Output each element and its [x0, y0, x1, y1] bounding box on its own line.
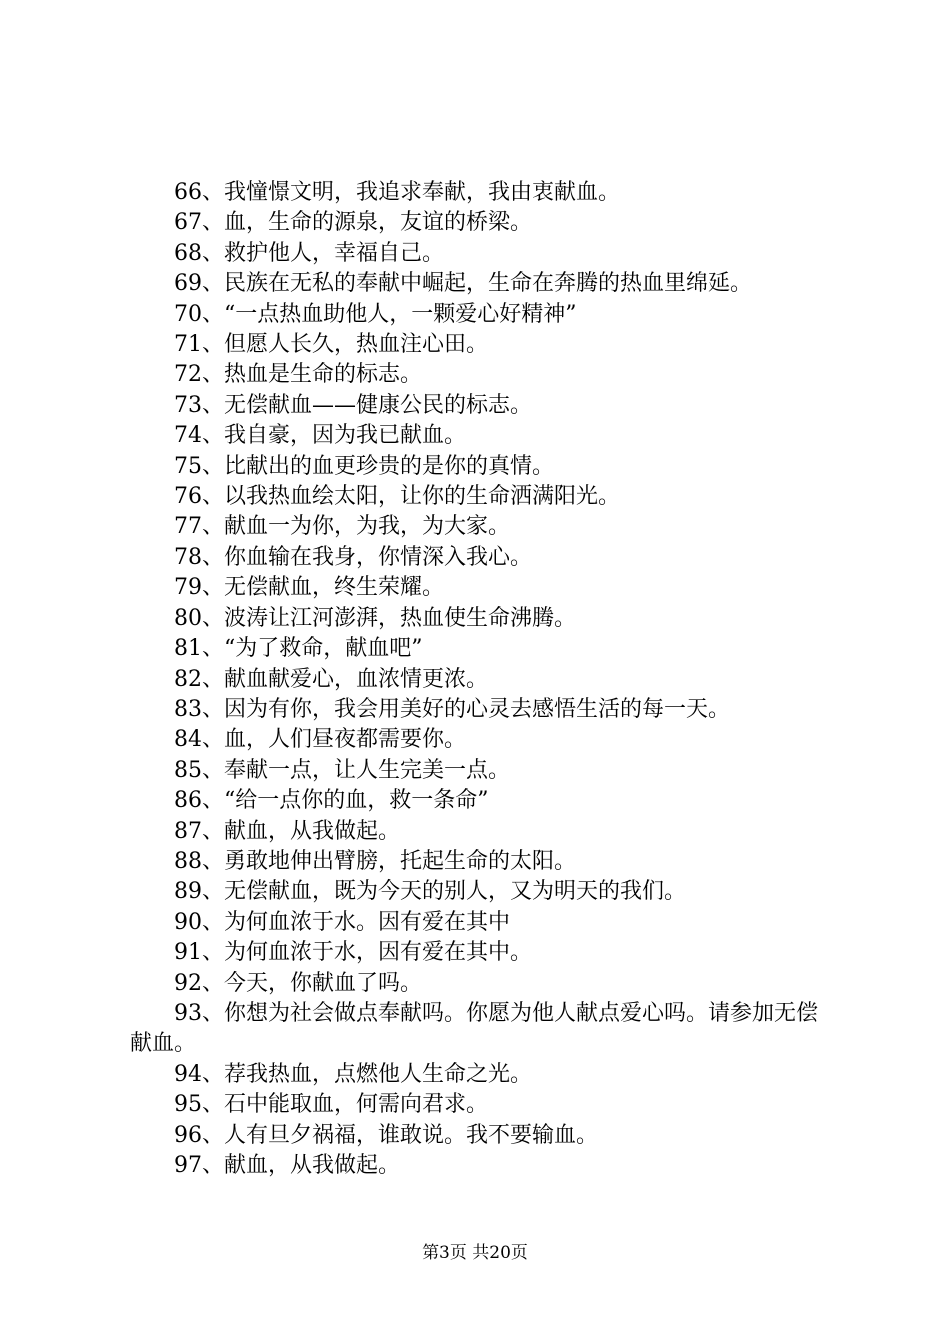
slogan-line-82: 82、献血献爱心，血浓情更浓。 [174, 666, 488, 692]
slogan-line-88: 88、勇敢地伸出臂膀，托起生命的太阳。 [174, 848, 576, 874]
slogan-line-73: 73、无偿献血——健康公民的标志。 [174, 392, 532, 418]
slogan-list [130, 178, 830, 1181]
slogan-line-80: 80、波涛让江河澎湃，热血使生命沸腾。 [174, 605, 576, 631]
slogan-line-97: 97、献血，从我做起。 [174, 1153, 400, 1178]
page-footer: 第3页 共20页 [422, 1243, 528, 1263]
slogan-line-94: 94、荐我热血，点燃他人生命之光。 [174, 1061, 532, 1087]
slogan-line-84: 84、血，人们昼夜都需要你。 [174, 727, 466, 753]
slogan-line-68: 68、救护他人，幸福自己。 [174, 240, 444, 266]
slogan-line-70: 70、“一点热血助他人，一颗爱心好精神” [174, 301, 577, 327]
slogan-line-92: 92、今天，你献血了吗。 [174, 970, 422, 996]
slogan-line-72: 72、热血是生命的标志。 [174, 362, 422, 388]
slogan-line-86: 86、“给一点你的血，救一条命” [174, 788, 489, 814]
slogan-line-95: 95、石中能取血，何需向君求。 [174, 1092, 488, 1118]
slogan-line-71: 71、但愿人长久，热血注心田。 [174, 332, 488, 358]
slogan-line-76: 76、以我热血绘太阳，让你的生命洒满阳光。 [174, 484, 620, 510]
slogan-line-91: 91、为何血浓于水，因有爱在其中。 [174, 940, 532, 966]
slogan-line-79: 79、无偿献血，终生荣耀。 [174, 575, 444, 601]
slogan-line-87: 87、献血，从我做起。 [174, 818, 400, 844]
slogan-line-66: 66、我憧憬文明，我追求奉献，我由衷献血。 [174, 180, 620, 205]
slogan-line-77: 77、献血一为你，为我，为大家。 [174, 514, 510, 540]
slogan-line-78: 78、你血输在我身，你情深入我心。 [174, 544, 532, 570]
slogan-line-85: 85、奉献一点，让人生完美一点。 [174, 757, 510, 783]
slogan-line-93: 93、你想为社会做点奉献吗。你愿为他人献点爱心吗。请参加无偿献血。 [130, 1000, 818, 1057]
slogan-line-69: 69、民族在无私的奉献中崛起，生命在奔腾的热血里绵延。 [174, 271, 752, 297]
slogan-line-67: 67、血，生命的源泉，友谊的桥梁。 [174, 210, 532, 236]
slogan-line-96: 96、人有旦夕祸福，谁敢说。我不要输血。 [174, 1122, 598, 1148]
slogan-line-83: 83、因为有你，我会用美好的心灵去感悟生活的每一天。 [174, 696, 730, 722]
slogan-line-74: 74、我自豪，因为我已献血。 [174, 423, 466, 449]
slogan-line-75: 75、比献出的血更珍贵的是你的真情。 [174, 453, 554, 479]
slogan-line-89: 89、无偿献血，既为今天的别人，又为明天的我们。 [174, 879, 686, 905]
slogan-line-90: 90、为何血浓于水。因有爱在其中 [174, 909, 510, 935]
slogan-line-81: 81、“为了救命，献血吧” [174, 636, 423, 662]
